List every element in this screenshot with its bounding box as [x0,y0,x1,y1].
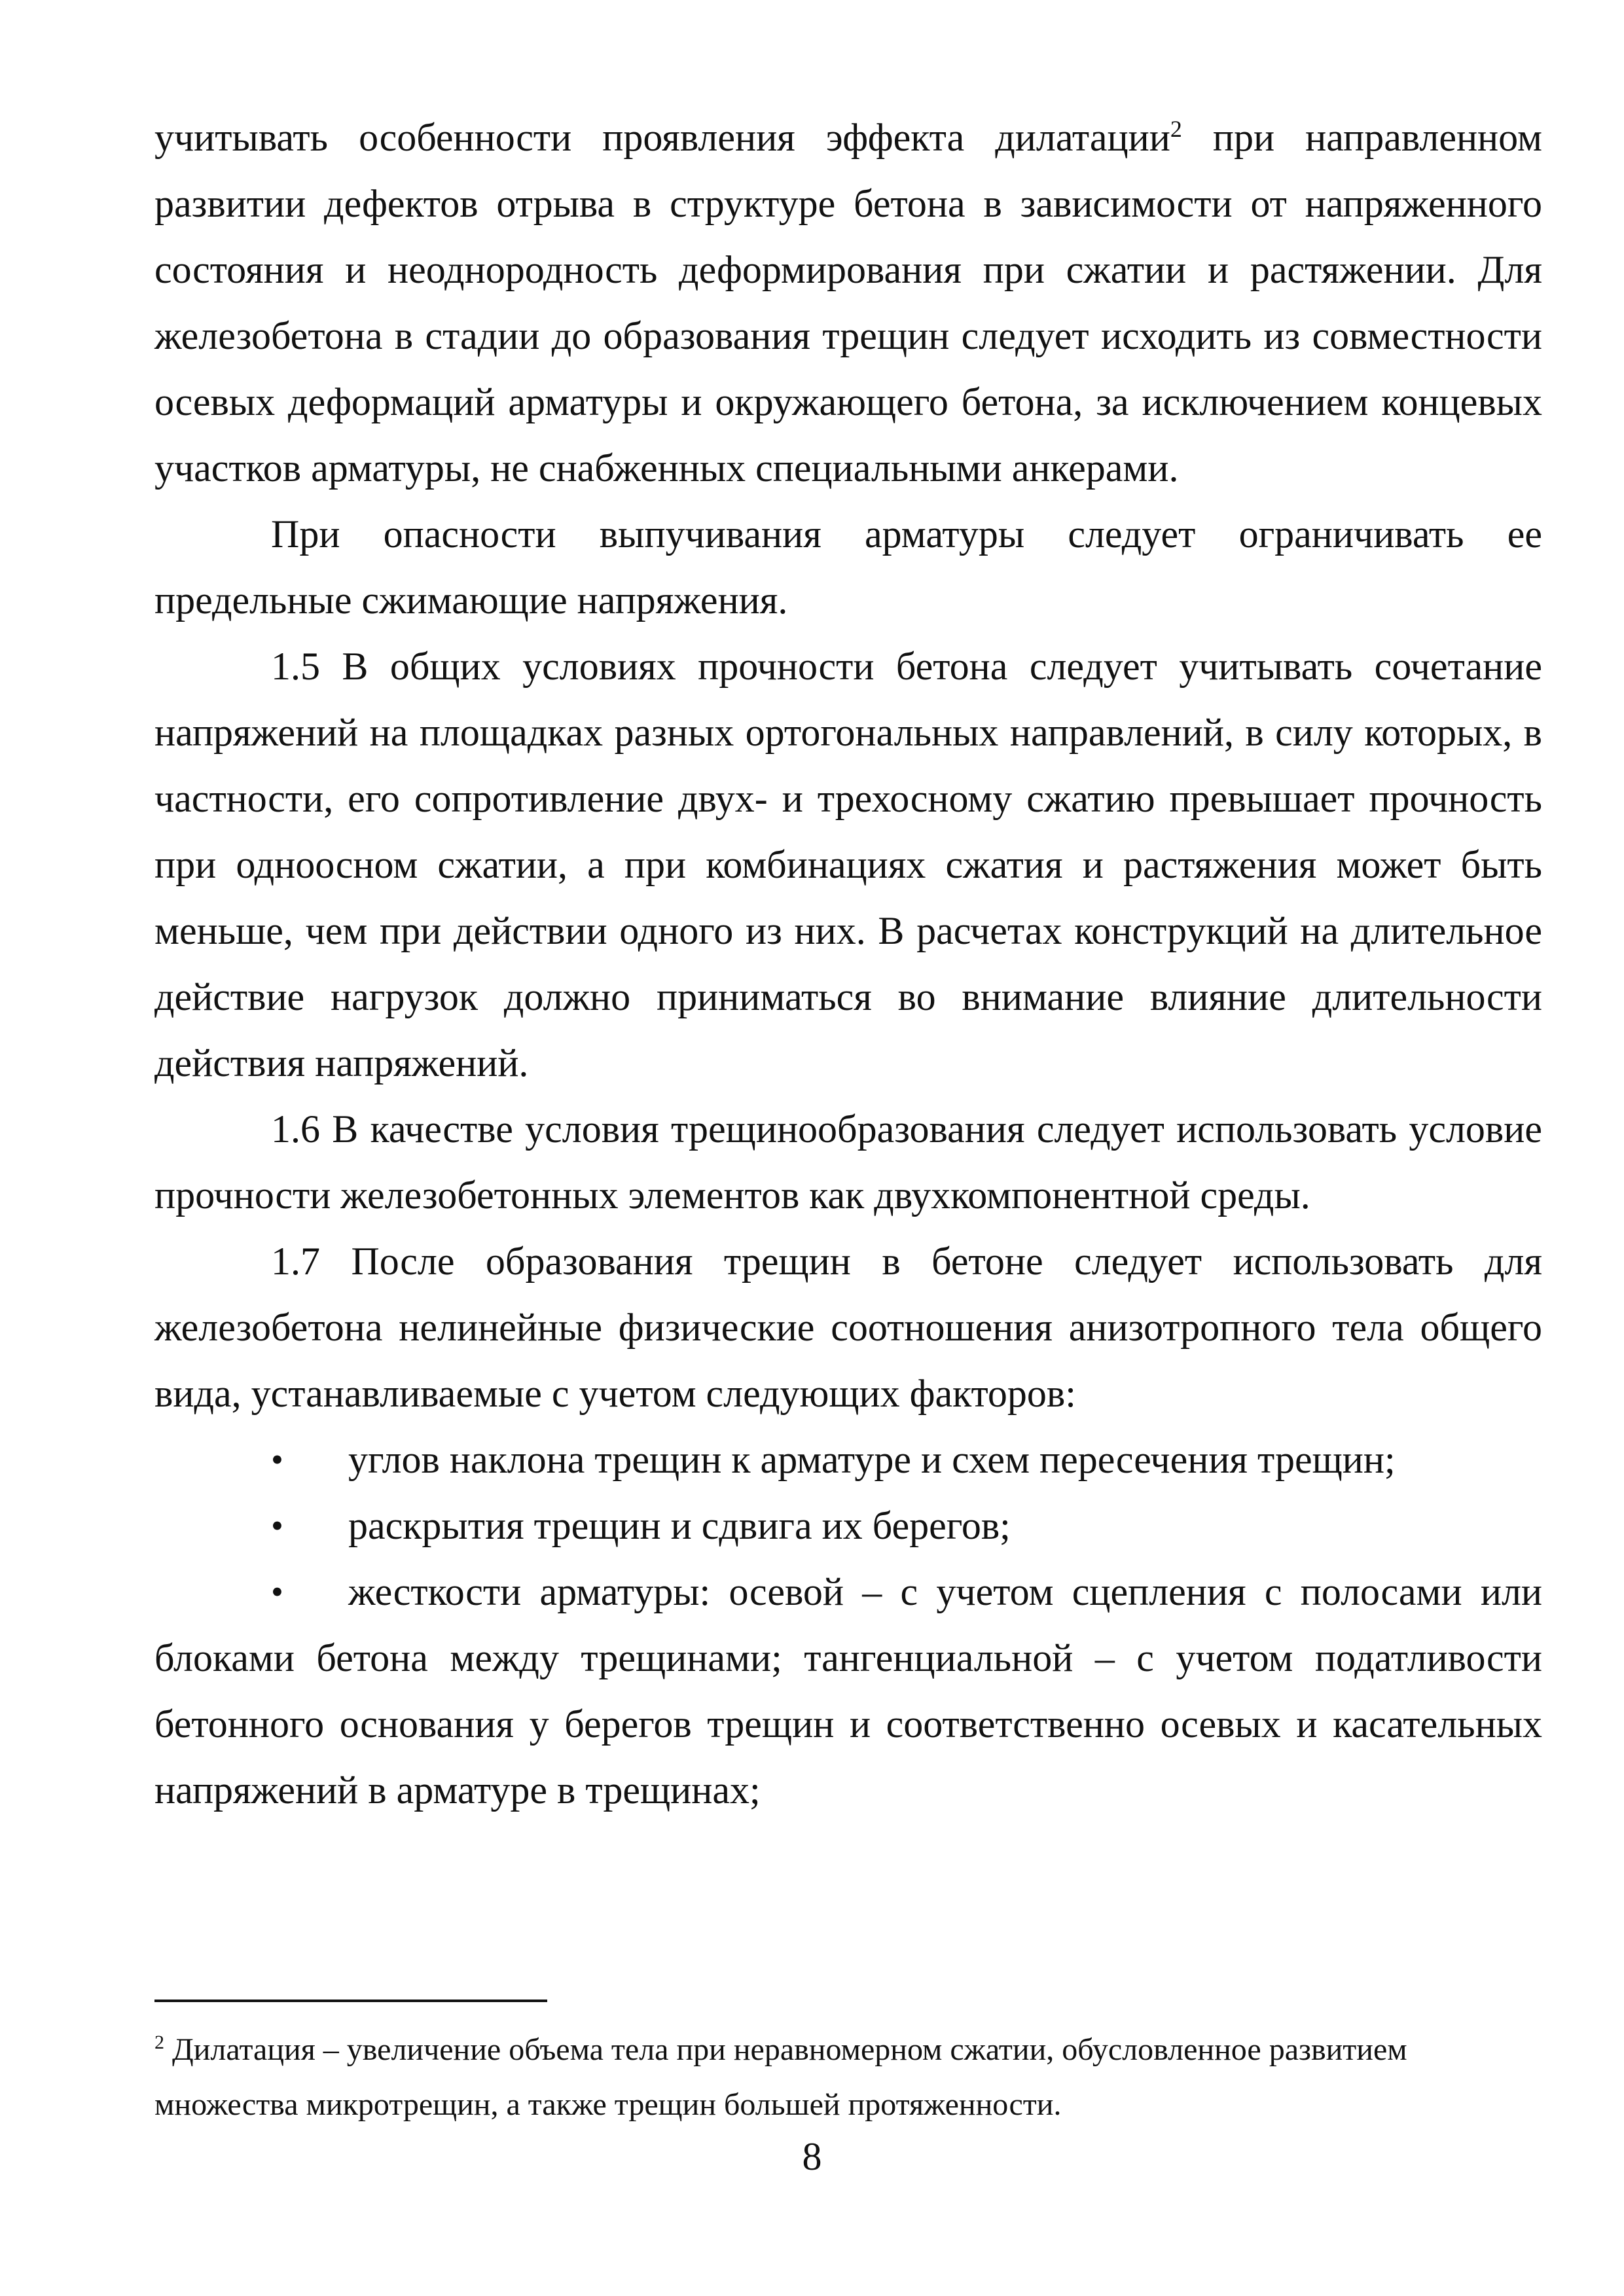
paragraph-1-5: 1.5 В общих условиях прочности бетона следует учитывать сочетание напряжений на площадках разных ортогональных направлений, в силу которых, в частности, его сопротивление двух- и трехосному сжатию превышает прочность при одноосном сжатии, а при комбинациях сжатия и растяжения может быть меньше, чем при действии одного из них. В расчетах конструкций на длительное действие нагрузок должно приниматься во внимание влияние длительности действия напряжений. [154,645,1542,1085]
paragraph-buckling: При опасности выпучивания арматуры следует ограничивать ее предельные сжимающие напряжения. [154,512,1542,622]
list-item-text: раскрытия трещин и сдвига их берегов; [348,1504,1011,1547]
list-item-text: жесткости арматуры: осевой – с учетом сцепления с полосами или блоками бетона между трещинами; тангенциальной – с учетом податливости бетонного основания у берегов трещин и соответственно осевых и касательных напряжений в арматуре в трещинах; [154,1570,1542,1812]
list-item [154,1427,1542,1493]
page-number: 8 [802,2135,822,2178]
bullet-icon: • [271,1572,283,1611]
bullet-icon: • [271,1506,283,1545]
factors-list [154,1427,1542,1823]
list-item [154,1559,1542,1823]
paragraph-1-7: 1.7 После образования трещин в бетоне следует использовать для железобетона нелинейные физические соотношения анизотропного тела общего вида, устанавливаемые с учетом следующих факторов: [154,1240,1542,1415]
list-item [154,1493,1542,1559]
bullet-icon: • [271,1440,283,1479]
paragraph-dilatation [154,105,1542,501]
list-item-text: углов наклона трещин к арматуре и схем пересечения трещин; [348,1438,1396,1481]
paragraph-1-6: 1.6 В качестве условия трещинообразования следует использовать условие прочности железобетонных элементов как двухкомпонентной среды. [154,1107,1542,1217]
paragraph-dilatation-text-a: учитывать особенности проявления эффекта дилатации [154,116,1170,159]
footnote [154,2022,1542,2132]
paragraph-dilatation-text-b: при направленном развитии дефектов отрыва в структуре бетона в зависимости от напряженного состояния и неоднородность деформирования при сжатии и растяжении. Для железобетона в стадии до образования трещин следует исходить из совместности осевых деформаций арматуры и окружающего бетона, за исключением концевых участков арматуры, не снабженных специальными анкерами. [154,116,1542,490]
page-body [154,105,1542,1823]
footnote-marker: 2 [154,2032,164,2053]
footnote-reference[interactable]: 2 [1170,116,1182,142]
footnote-separator [154,2000,547,2002]
footnote-text: Дилатация – увеличение объема тела при неравномерном сжатии, обусловленное развитием множества микротрещин, а также трещин большей протяженности. [154,2032,1407,2122]
